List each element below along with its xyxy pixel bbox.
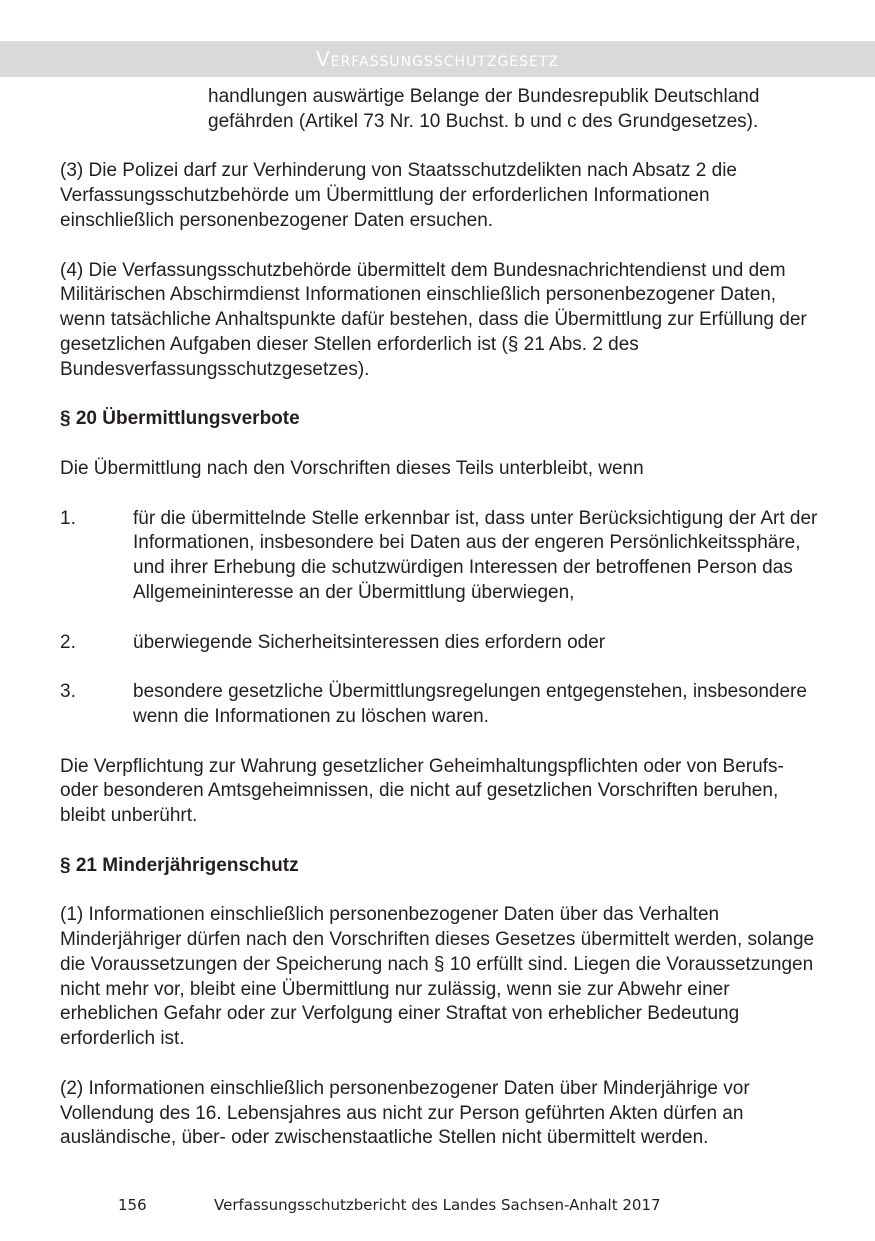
- list-item-number: 2.: [60, 631, 76, 653]
- section-20-heading: § 20 Übermittlungsverbote: [60, 408, 300, 430]
- paragraph-4: (4) Die Verfassungsschutzbehörde übermittelt dem Bundesnachrichtendienst und dem Militärischen Abschirmdienst Informationen einschließlich personenbezogener Daten, wenn tatsächliche Anhaltspunkte dafür bestehen, dass die Übermittlung zur Erfüllung der gesetzlichen Aufgaben dieser Stellen erforderlich ist (§ 21 Abs. 2 des Bundesverfassungsschutzgesetzes).: [60, 259, 807, 380]
- section-20-intro: Die Übermittlung nach den Vorschriften dieses Teils unterbleibt, wenn: [60, 457, 644, 479]
- paragraph-3: (3) Die Polizei darf zur Verhinderung von Staatsschutzdelikten nach Absatz 2 die Verfassungsschutzbehörde um Übermittlung der erforderlichen Informationen einschließlich personenbezogener Daten ersuchen.: [60, 160, 737, 231]
- list-item-text: besondere gesetzliche Übermittlungsregelungen entgegenstehen, insbesondere wenn die Informationen zu löschen waren.: [133, 681, 807, 727]
- list-item-text: überwiegende Sicherheitsinteressen dies erfordern oder: [133, 631, 606, 653]
- running-header-title: Verfassungsschutzgesetz: [316, 47, 559, 71]
- running-header: [0, 41, 875, 77]
- list-item-text: für die übermittelnde Stelle erkennbar ist, dass unter Berücksichtigung der Art der Informationen, insbesondere bei Daten aus der engeren Persönlichkeitssphäre, und ihrer Erhebung die schutzwürdigen Interessen der betroffenen Person das Allgemeininteresse an der Übermittlung überwiegen,: [133, 507, 818, 603]
- list-item: [60, 680, 820, 730]
- list-item: [60, 507, 820, 606]
- page-number: 156: [118, 1196, 147, 1214]
- list-item-number: 1.: [60, 507, 76, 529]
- section-21-paragraph-1: (1) Informationen einschließlich personenbezogener Daten über das Verhalten Minderjähriger dürfen nach den Vorschriften dieses Gesetzes übermittelt werden, solange die Voraussetzungen der Speicherung nach § 10 erfüllt sind. Liegen die Voraussetzungen nicht mehr vor, bleibt eine Übermittlung nur zulässig, wenn sie zur Abwehr einer erheblichen Gefahr oder zur Verfolgung einer Straftat von erheblicher Bedeutung erforderlich ist.: [60, 904, 815, 1050]
- page-body: [60, 85, 820, 1151]
- section-20-closing: Die Verpflichtung zur Wahrung gesetzlicher Geheimhaltungspflichten oder von Berufs- oder besonderen Amtsgeheimnissen, die nicht auf gesetzlichen Vorschriften beruhen, bleibt unberührt.: [60, 755, 784, 827]
- list-item-number: 3.: [60, 681, 76, 703]
- section-21-heading: § 21 Minderjährigenschutz: [60, 854, 299, 876]
- section-21-paragraph-2: (2) Informationen einschließlich personenbezogener Daten über Minderjährige vor Vollendung des 16. Lebensjahres aus nicht zur Person geführten Akten dürfen an ausländische, über- oder zwischenstaatliche Stellen nicht übermittelt werden.: [60, 1077, 750, 1149]
- continued-list-text: handlungen auswärtige Belange der Bundesrepublik Deutschland gefährden (Artikel 73 Nr. 10 Buchst. b und c des Grundgesetzes).: [208, 86, 760, 132]
- list-item: [60, 631, 820, 656]
- footer-title: Verfassungsschutzbericht des Landes Sachsen-Anhalt 2017: [214, 1196, 661, 1214]
